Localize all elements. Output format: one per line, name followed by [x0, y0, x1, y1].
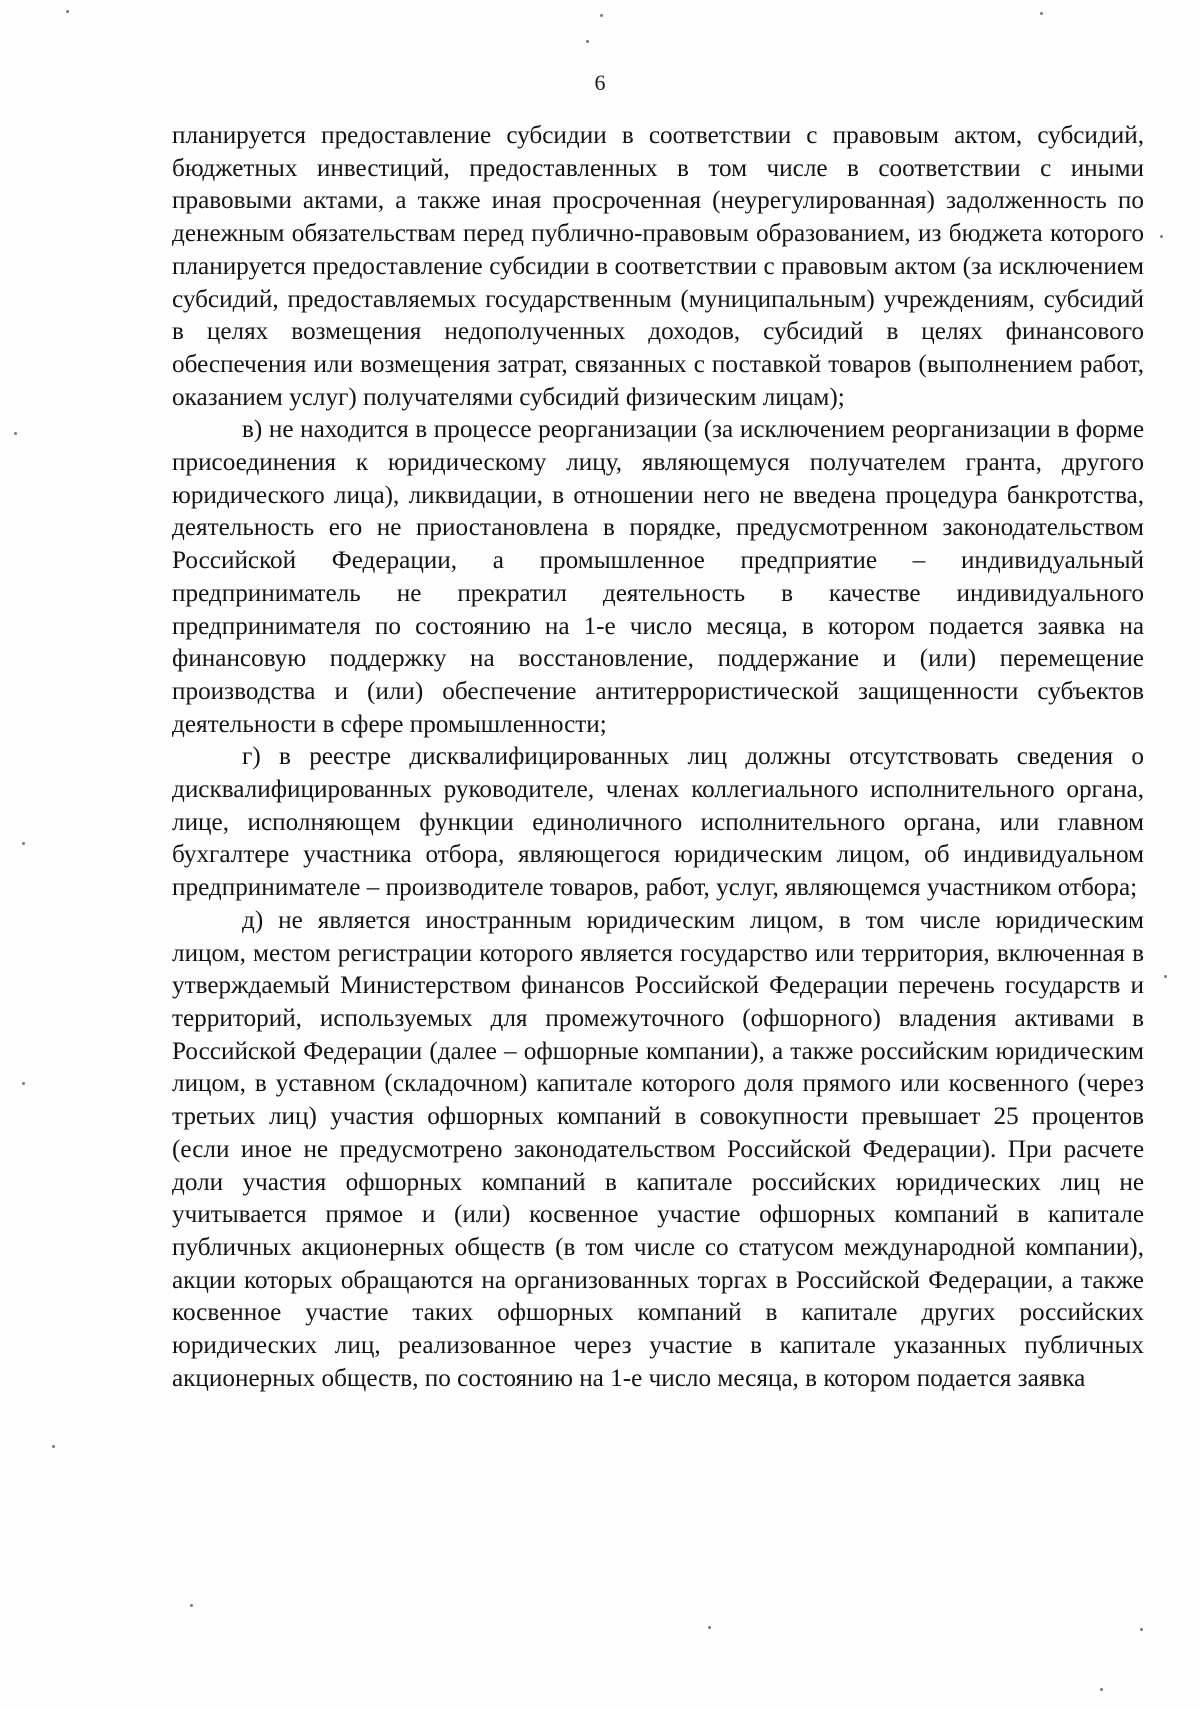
scan-speck: [22, 842, 25, 845]
scan-speck: [1100, 1688, 1103, 1691]
document-body: [172, 120, 1144, 1395]
scan-speck: [66, 10, 69, 13]
scan-speck: [586, 40, 589, 43]
page-number: 6: [594, 70, 606, 95]
paragraph-continuation: планируется предоставление субсидии в соответствии с правовым актом, субсидий, бюджетных инвестиций, предоставленных в том числе в соответствии с иными правовыми актами, а также иная просроченная (неурегулированная) задолженность по денежным обязательствам перед публично-правовым образованием, из бюджета которого планируется предоставление субсидии в соответствии с правовым актом (за исключением субсидий, предоставляемых государственным (муниципальным) учреждениям, субсидий в целях возмещения недополученных доходов, субсидий в целях финансового обеспечения или возмещения затрат, связанных с поставкой товаров (выполнением работ, оказанием услуг) получателями субсидий физическим лицам);: [172, 122, 1144, 411]
scan-speck: [1140, 1628, 1143, 1631]
scan-speck: [1164, 975, 1167, 978]
scan-speck: [190, 1604, 193, 1607]
scan-speck: [14, 432, 17, 435]
scan-speck: [52, 1445, 55, 1448]
scan-speck: [600, 14, 603, 17]
scan-speck: [22, 1082, 25, 1085]
paragraph-item-g: г) в реестре дисквалифицированных лиц должны отсутствовать сведения о дисквалифицированных руководителе, членах коллегиального исполнительного органа, лице, исполняющем функции единоличного исполнительного органа, или главном бухгалтере участника отбора, являющегося юридическим лицом, об индивидуальном предпринимателе – производителе товаров, работ, услуг, являющемся участником отбора;: [172, 743, 1144, 902]
paragraph-item-v: в) не находится в процессе реорганизации (за исключением реорганизации в форме присоединения к юридическому лицу, являющемуся получателем гранта, другого юридического лица), ликвидации, в отношении него не введена процедура банкротства, деятельность его не приостановлена в порядке, предусмотренном законодательством Российской Федерации, а промышленное предприятие – индивидуальный предприниматель не прекратил деятельность в качестве индивидуального предпринимателя по состоянию на 1-е число месяца, в котором подается заявка на финансовую поддержку на восстановление, поддержание и (или) перемещение производства и (или) обеспечение антитеррористической защищенности субъектов деятельности в сфере промышленности;: [172, 416, 1144, 738]
scan-speck: [708, 1626, 711, 1629]
scan-speck: [1040, 12, 1043, 15]
paragraph-item-d: д) не является иностранным юридическим лицом, в том числе юридическим лицом, местом регистрации которого является государство или территория, включенная в утверждаемый Министерством финансов Российской Федерации перечень государств и территорий, используемых для промежуточного (офшорного) владения активами в Российской Федерации (далее – офшорные компании), а также российским юридическим лицом, в уставном (складочном) капитале которого доля прямого или косвенного (через третьих лиц) участия офшорных компаний в совокупности превышает 25 процентов (если иное не предусмотрено законодательством Российской Федерации). При расчете доли участия офшорных компаний в капитале российских юридических лиц не учитывается прямое и (или) косвенное участие офшорных компаний в капитале публичных акционерных обществ (в том числе со статусом международной компании), акции которых обращаются на организованных торгах в Российской Федерации, а также косвенное участие таких офшорных компаний в капитале других российских юридических лиц, реализованное через участие в капитале указанных публичных акционерных обществ, по состоянию на 1-е число месяца, в котором подается заявка: [172, 906, 1144, 1392]
scan-speck: [1160, 235, 1163, 238]
